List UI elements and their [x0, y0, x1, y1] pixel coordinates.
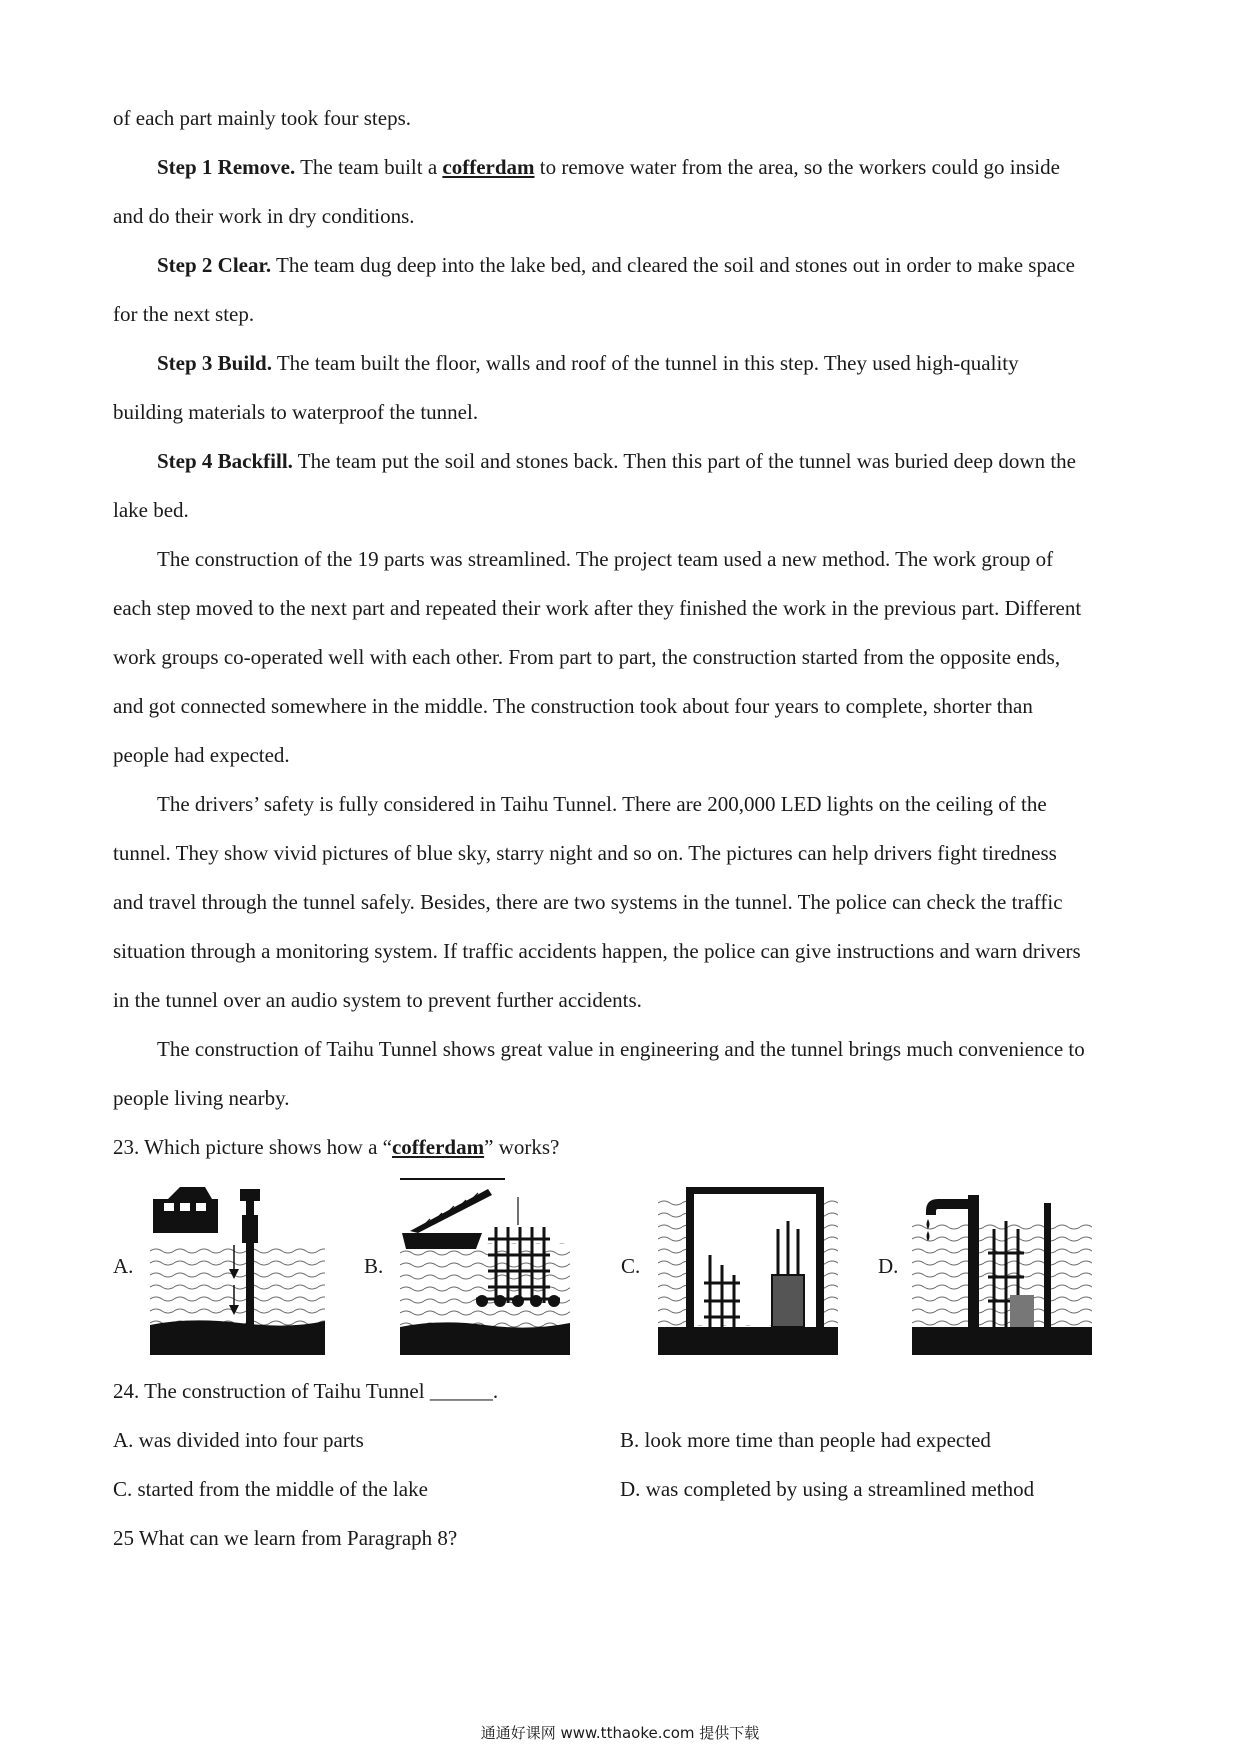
passage-line: tunnel. They show vivid pictures of blue sky, starry night and so on. The pictures can help drivers fight tiredness	[113, 841, 1057, 865]
question-24-stem: 24. The construction of Taihu Tunnel ______.	[113, 1379, 499, 1403]
step-3-text: The team built the floor, walls and roof of the tunnel in this step. They used high-quality	[271, 351, 1019, 375]
step-1-text: The team built a	[295, 155, 443, 179]
passage-line: for the next step.	[113, 302, 255, 326]
option-letter-b: B.	[364, 1254, 384, 1278]
passage-line: situation through a monitoring system. If traffic accidents happen, the police can give instructions and warn drivers	[113, 939, 1081, 963]
question-24-choice-c[interactable]: C. started from the middle of the lake	[113, 1477, 428, 1501]
passage-line: The construction of Taihu Tunnel shows great value in engineering and the tunnel brings much convenience to	[157, 1037, 1085, 1061]
question-23-stem	[113, 1133, 559, 1161]
passage-line: people living nearby.	[113, 1086, 290, 1110]
passage-line: people had expected.	[113, 743, 290, 767]
picture-option-a[interactable]	[150, 1185, 325, 1355]
picture-option-b[interactable]	[400, 1175, 570, 1355]
step-4-paragraph	[157, 447, 1076, 475]
step-1-label: Step 1 Remove.	[157, 155, 296, 179]
option-letter-d: D.	[878, 1254, 899, 1278]
question-23-text-end: ” works?	[484, 1135, 560, 1159]
picture-option-c[interactable]	[658, 1185, 838, 1355]
step-2-paragraph	[157, 251, 1075, 279]
passage-line: and got connected somewhere in the middle. The construction took about four years to complete, shorter than	[113, 694, 1033, 718]
passage-line: work groups co-operated well with each other. From part to part, the construction started from the opposite ends,	[113, 645, 1061, 669]
passage-line: each step moved to the next part and repeated their work after they finished the work in the previous part. Different	[113, 596, 1082, 620]
step-3-paragraph	[157, 349, 1019, 377]
option-letter-a: A.	[113, 1254, 134, 1278]
step-1-text-cont: to remove water from the area, so the workers could go inside	[534, 155, 1060, 179]
passage-line: of each part mainly took four steps.	[113, 106, 411, 130]
passage-line: and travel through the tunnel safely. Besides, there are two systems in the tunnel. The police can check the traffic	[113, 890, 1063, 914]
question-24-choice-b[interactable]: B. look more time than people had expected	[620, 1428, 991, 1452]
question-23-text: 23. Which picture shows how a “	[113, 1135, 392, 1159]
question-25-stem: 25 What can we learn from Paragraph 8?	[113, 1526, 458, 1550]
question-24-choice-a[interactable]: A. was divided into four parts	[113, 1428, 364, 1452]
step-2-text: The team dug deep into the lake bed, and cleared the soil and stones out in order to make space	[271, 253, 1075, 277]
option-letter-c: C.	[621, 1254, 641, 1278]
passage-line: in the tunnel over an audio system to prevent further accidents.	[113, 988, 642, 1012]
cofferdam-term: cofferdam	[442, 155, 535, 179]
passage-line: The construction of the 19 parts was streamlined. The project team used a new method. The work group of	[157, 547, 1054, 571]
step-4-label: Step 4 Backfill.	[157, 449, 293, 473]
page-footer: 通通好课网 www.tthaoke.com 提供下载	[480, 1724, 760, 1742]
cofferdam-term: cofferdam	[391, 1135, 485, 1159]
step-4-text: The team put the soil and stones back. Then this part of the tunnel was buried deep down the	[292, 449, 1076, 473]
step-3-label: Step 3 Build.	[157, 351, 272, 375]
question-24-choice-d[interactable]: D. was completed by using a streamlined method	[620, 1477, 1035, 1501]
passage-line: lake bed.	[113, 498, 189, 522]
passage-line: The drivers’ safety is fully considered in Taihu Tunnel. There are 200,000 LED lights on the ceiling of the	[157, 792, 1047, 816]
passage-line: and do their work in dry conditions.	[113, 204, 415, 228]
passage-line: building materials to waterproof the tunnel.	[113, 400, 479, 424]
step-2-label: Step 2 Clear.	[157, 253, 272, 277]
picture-option-d[interactable]	[912, 1185, 1092, 1355]
step-1-paragraph	[157, 153, 1060, 181]
